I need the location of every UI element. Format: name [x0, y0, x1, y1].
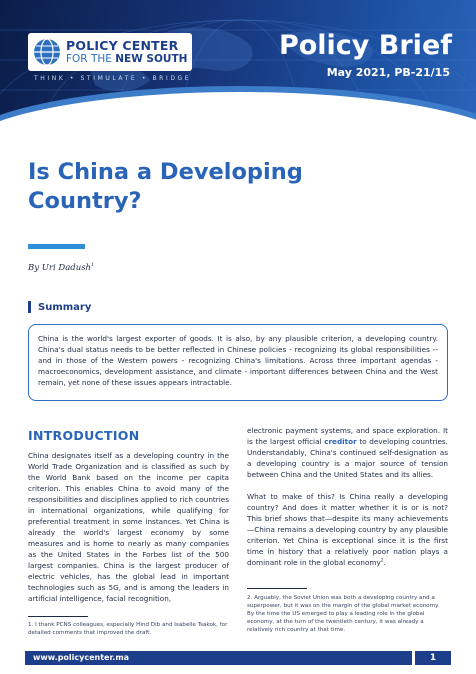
globe-icon	[32, 37, 62, 67]
logo-text-line2: FOR THE NEW SOUTH	[66, 53, 188, 65]
summary-heading	[28, 301, 91, 313]
policy-center-logo[interactable]	[28, 33, 192, 71]
introduction-heading: INTRODUCTION	[28, 428, 140, 443]
summary-marker	[28, 301, 31, 313]
footnote-2: 2. Arguably, the Soviet Union was both a developing country and a superpower, but it was on the margin of the global market economy. By the time the US emerged to play a leading role in the global economy, at the turn of the twentieth century, it was already a relatively rich country at that time.	[247, 595, 440, 633]
title-underline	[28, 244, 85, 249]
policy-brief-date: May 2021, PB-21/15	[326, 66, 450, 79]
summary-label: Summary	[38, 301, 92, 313]
footnote-divider-right	[247, 588, 307, 589]
intro-paragraph-1: China designates itself as a developing country in the World Trade Organization and is classified as such by the World Bank based on the income per capita criterion. This enables China to avoid many of the responsibilities and disciplines applied to rich countries in international organizations, while qualifying for preferential treatment in some instances. Yet China is already the world's largest economy by some measures and is home to nearly as many companies as the United States in the Forbes list of the 500 largest companies. China is the largest producer of electric vehicles, has the global lead in important technologies such as 5G, and is among the leaders in artificial intelligence, facial recognition,	[28, 451, 229, 603]
author-line: By Uri Dadush$^1$	[28, 262, 95, 273]
policy-brief-title: Policy Brief	[278, 30, 452, 61]
page-footer	[25, 651, 451, 665]
footnote-1: 1. I thank PCNS colleagues, especially Hind Dib and Isabelle Tsakok, for detailed comments that improved the draft.	[28, 622, 228, 636]
footnote-ref-1[interactable]: 1	[91, 262, 95, 269]
right-column	[247, 425, 448, 568]
creditor-link[interactable]: creditor	[324, 437, 357, 446]
footnote-divider-left	[28, 616, 88, 617]
document-title: Is China a Developing Country?	[28, 159, 303, 214]
website-link[interactable]: www.policycenter.ma	[25, 651, 412, 665]
left-column	[28, 450, 229, 604]
footnote-ref-2[interactable]: 2	[380, 558, 384, 564]
summary-box: China is the world's largest exporter of goods. It is also, by any plausible criterion, a developing country. China's dual status needs to be better reflected in Chinese policies - recognizing its global responsibilities -- and in those of the Western powers - recognizing China's limitations. Across three important agendas - macroeconomics, development assistance, and climate - important differences between China and the West remain, yet none of these issues appears intractable.	[28, 324, 448, 401]
intro-paragraph-2: electronic payment systems, and space exploration. It is the largest official creditor to developing countries. Understandably, China's continued self-designation as a developing country is a major source of tension between China and the United States and its allies.	[247, 426, 448, 479]
logo-tagline: THINK • STIMULATE • BRIDGE	[34, 75, 192, 82]
logo-text-line1: POLICY CENTER	[66, 38, 179, 53]
page-number: 1	[415, 651, 451, 665]
header-banner	[0, 0, 476, 132]
intro-paragraph-3: What to make of this? Is China really a developing country? And does it matter whether it is or is not? This brief shows that—despite its many achievements—China remains a developing country by any plausible criterion. Yet China is exceptional since it is the first time in history that a relatively poor nation plays a dominant role in the global economy$^2$.	[247, 492, 448, 567]
